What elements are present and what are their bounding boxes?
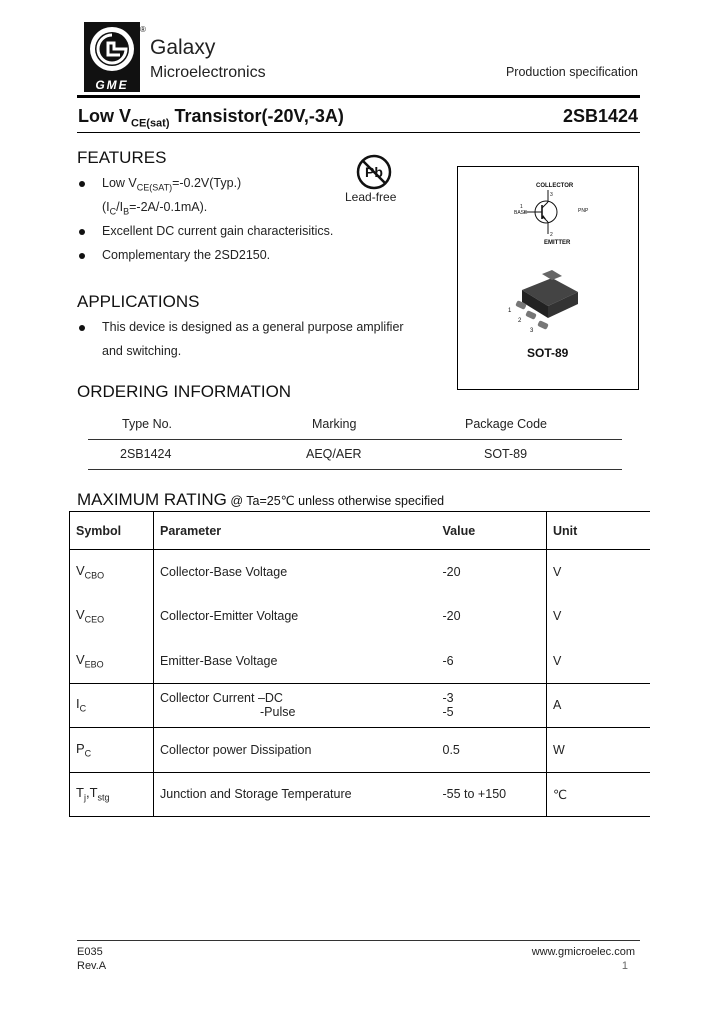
ordering-header-type: Type No. [122,417,173,431]
company-name-line2: Microelectronics [150,64,266,81]
row-unit: V [553,653,562,668]
max-rating-heading: MAXIMUM RATING @ Ta=25℃ unless otherwise specified [77,490,445,509]
company-logo [82,22,144,92]
row-value: -6 [437,639,547,684]
part-number: 2SB1424 [562,106,638,126]
row-value: -20 [437,550,547,595]
header-unit: Unit [547,512,651,550]
emitter-label: EMITTER [544,240,571,246]
title-rule [77,132,640,133]
row-unit: W [547,728,651,773]
row-value: -55 to +150 [437,772,547,817]
row-parameter: Collector-Base Voltage [160,565,288,579]
base-label: BASE [514,210,528,216]
row-value: -3 -5 [437,683,547,728]
sot-pin-1: 1 [508,308,512,314]
pin-label-emitter: 2 [550,232,553,238]
row-symbol: $T_j,T_{stg}$ [70,772,154,817]
table-row [70,683,651,728]
row-symbol: $I_C$ [70,683,154,728]
ordering-heading: ORDERING INFORMATION [77,382,292,401]
table-row [70,772,651,817]
doc-code: E035 [77,946,103,958]
bullet-dot [79,181,85,187]
pnp-schematic [500,178,610,248]
table-header-row [70,512,651,550]
application-line-1: This device is designed as a general purpose amplifier [102,320,404,334]
row-parameter: Junction and Storage Temperature [154,772,437,817]
max-rating-table [69,511,650,817]
bullet-dot [79,253,85,259]
header-rule [77,95,640,98]
lead-free-icon [351,152,397,194]
sot-pin-3: 3 [530,328,534,334]
row-parameter: Collector power Dissipation [154,728,437,773]
applications-heading: APPLICATIONS [77,292,200,311]
features-heading: FEATURES [77,148,167,167]
page-number: 1 [621,960,628,972]
row-value: 0.5 [437,728,547,773]
revision: Rev.A [77,960,107,972]
table-row [70,639,651,684]
header-symbol: Symbol [70,512,154,550]
table-row [70,594,651,639]
ordering-rule [88,439,622,440]
ordering-marking-value: AEQ/AER [306,447,362,461]
footer-rule [77,940,640,941]
lead-symbol: Pb [365,164,383,180]
sot-pin-2: 2 [518,318,522,324]
table-row [70,728,651,773]
spec-label: Production specification [505,65,638,79]
row-symbol: $V_{CEO}$ [70,594,154,639]
package-name: SOT-89 [527,346,569,360]
collector-label: COLLECTOR [536,183,574,189]
lead-free-label: Lead-free [345,190,397,204]
table-row [70,550,651,595]
feature-item-1-line2: $(I_C/I_B=-2A/-0.1mA)$. [102,200,208,217]
page-title: Low $V_{CE(sat)}$ Transistor(-20V,-3A) [78,106,344,130]
ordering-rule-bottom [88,469,622,470]
bullet-dot [79,229,85,235]
ordering-type-value: 2SB1424 [120,447,172,461]
row-symbol: $P_C$ [70,728,154,773]
pin-label-base: 1 [520,204,523,210]
row-unit: V [553,609,562,624]
ordering-header-package: Package Code [465,417,548,431]
application-line-2: and switching. [102,344,182,358]
ordering-package-value: SOT-89 [484,447,528,461]
type-label: PNP [578,208,589,214]
row-parameter: Emitter-Base Voltage [160,653,278,668]
header-parameter: Parameter [154,512,437,550]
row-symbol: $V_{EBO}$ [70,639,154,684]
bullet-dot [79,325,85,331]
row-parameter: Collector Current –DC -Pulse [154,683,437,728]
registered-mark: ® [140,25,146,34]
ordering-header-marking: Marking [312,417,357,431]
header-value: Value [437,512,547,550]
website-link[interactable]: www.gmicroelec.com [531,946,635,958]
row-unit: ℃ [547,772,651,817]
logo-sub-text: GME [95,78,129,92]
feature-item-3: Complementary the 2SD2150. [102,248,271,262]
feature-item-1: Low $V_{CE(SAT)}=-0.2V(Typ.)$ [102,176,242,193]
row-value: -20 [437,594,547,639]
row-parameter: Collector-Emitter Voltage [160,609,299,624]
sot89-package-drawing [500,270,590,340]
feature-item-2: Excellent DC current gain characterisitics. [102,224,334,238]
row-unit: V [553,565,562,579]
company-name-line1: Galaxy [150,36,216,59]
pin-label-collector: 3 [550,192,553,198]
row-unit: A [547,683,651,728]
row-symbol: $V_{CBO}$ [70,550,154,595]
